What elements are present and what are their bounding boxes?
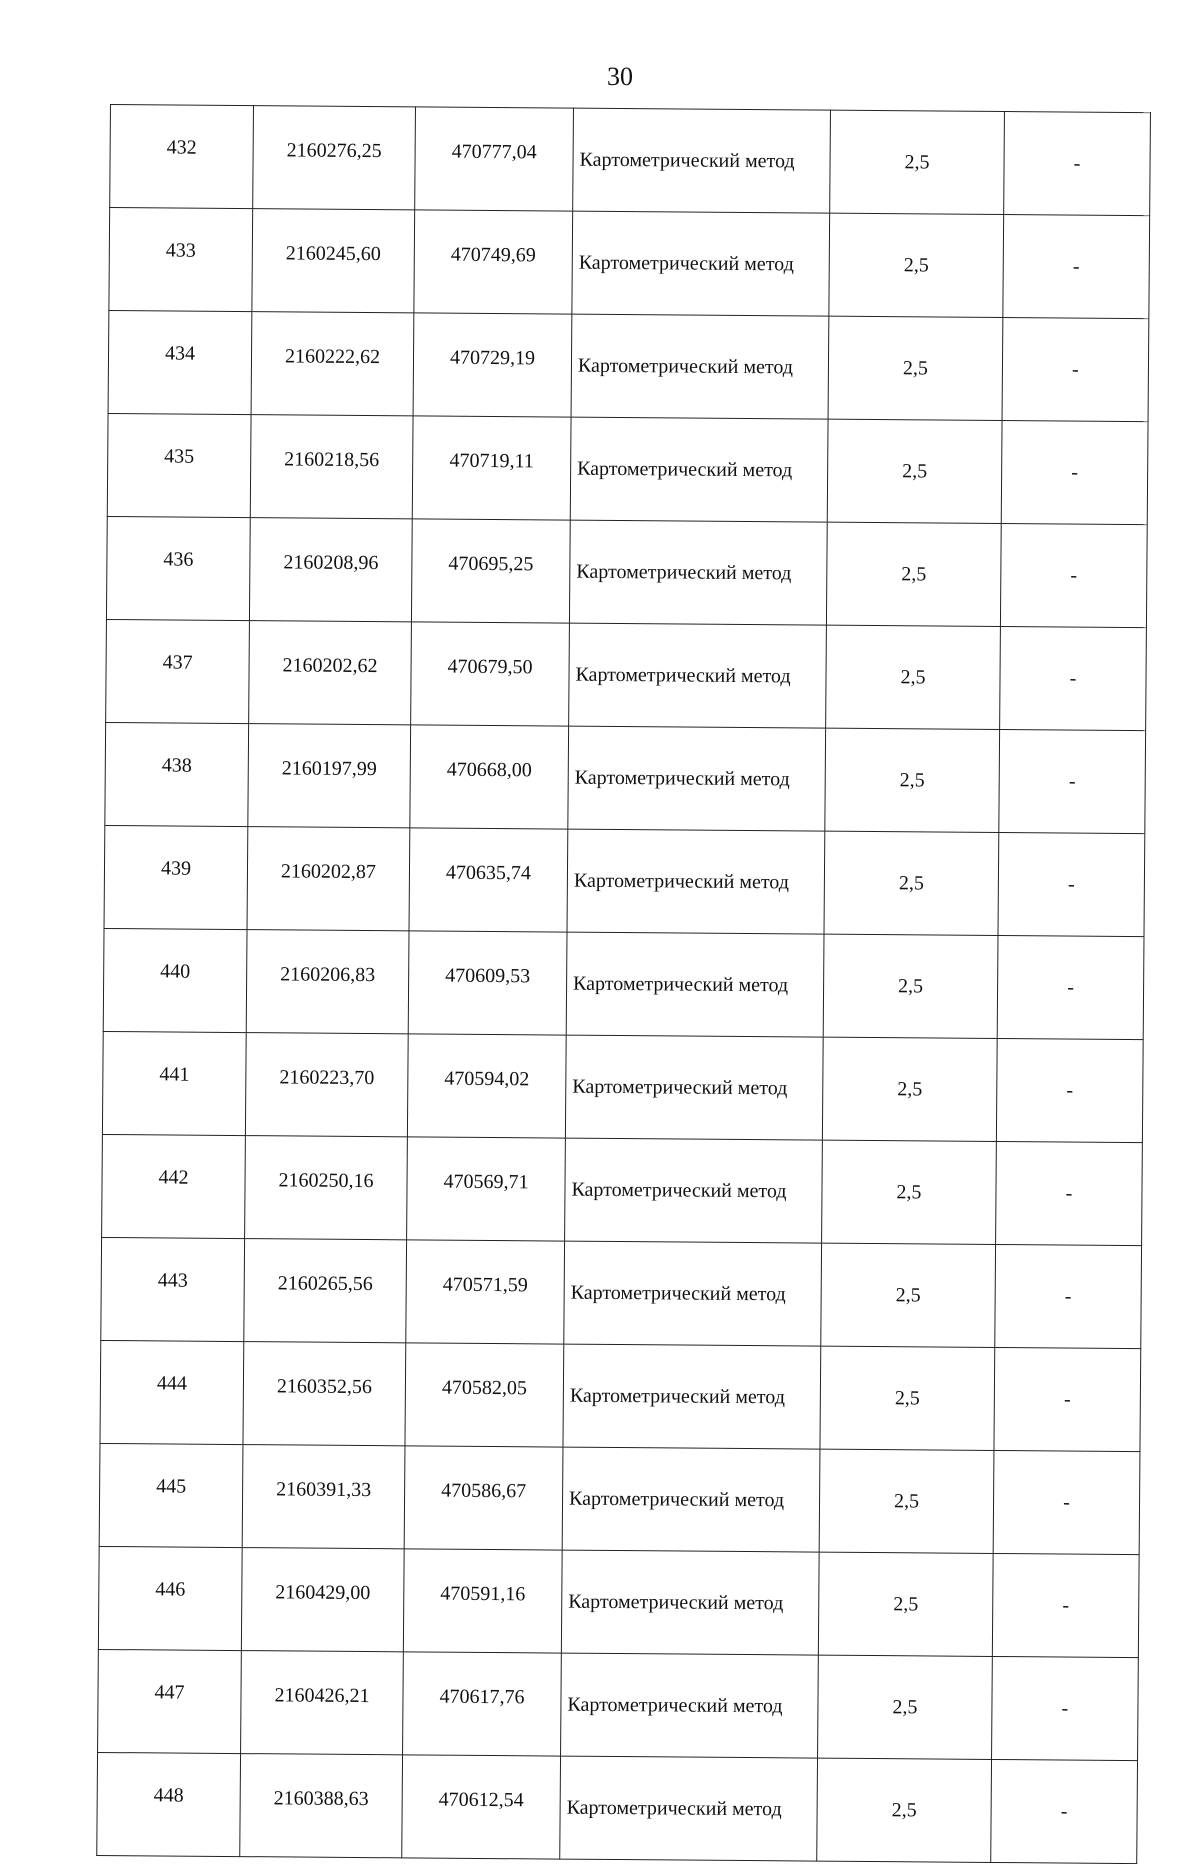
note-cell: - xyxy=(1004,112,1151,216)
accuracy-cell: 2,5 xyxy=(824,831,999,935)
table-row xyxy=(106,516,1147,627)
y-coordinate-cell: 470582,05 xyxy=(405,1343,564,1447)
x-coordinate-cell: 2160245,60 xyxy=(252,209,415,313)
y-coordinate-cell: 470777,04 xyxy=(415,107,574,211)
point-number-cell: 439 xyxy=(104,825,248,929)
point-number-cell: 447 xyxy=(98,1649,242,1753)
method-cell: Картометрический метод xyxy=(569,520,827,625)
x-coordinate-cell: 2160208,96 xyxy=(249,518,412,622)
point-number-cell: 435 xyxy=(107,413,251,517)
point-number-cell: 441 xyxy=(102,1031,246,1135)
y-coordinate-cell: 470635,74 xyxy=(409,828,568,932)
y-coordinate-cell: 470729,19 xyxy=(413,313,572,417)
y-coordinate-cell: 470612,54 xyxy=(402,1755,561,1859)
note-cell: - xyxy=(997,935,1144,1039)
y-coordinate-cell: 470586,67 xyxy=(404,1446,563,1550)
method-cell: Картометрический метод xyxy=(563,1344,821,1449)
accuracy-cell: 2,5 xyxy=(826,625,1001,729)
note-cell: - xyxy=(1003,215,1150,319)
accuracy-cell: 2,5 xyxy=(826,522,1001,626)
method-cell: Картометрический метод xyxy=(565,1035,823,1140)
point-number-cell: 432 xyxy=(110,105,254,209)
accuracy-cell: 2,5 xyxy=(829,213,1004,317)
table-row xyxy=(99,1443,1140,1554)
x-coordinate-cell: 2160429,00 xyxy=(241,1548,404,1652)
accuracy-cell: 2,5 xyxy=(817,1758,992,1862)
y-coordinate-cell: 470719,11 xyxy=(412,416,571,520)
note-cell: - xyxy=(992,1656,1139,1760)
point-number-cell: 440 xyxy=(103,928,247,1032)
method-cell: Картометрический метод xyxy=(566,932,824,1037)
y-coordinate-cell: 470569,71 xyxy=(407,1137,566,1241)
x-coordinate-cell: 2160218,56 xyxy=(250,415,413,519)
table-body xyxy=(97,105,1151,1864)
method-cell: Картометрический метод xyxy=(568,726,826,831)
method-cell: Картометрический метод xyxy=(565,1138,823,1243)
table-row xyxy=(106,619,1147,730)
accuracy-cell: 2,5 xyxy=(827,419,1002,523)
x-coordinate-cell: 2160276,25 xyxy=(253,106,416,210)
accuracy-cell: 2,5 xyxy=(818,1552,993,1656)
x-coordinate-cell: 2160391,33 xyxy=(242,1445,405,1549)
note-cell: - xyxy=(1001,421,1148,525)
method-cell: Картометрический метод xyxy=(567,829,825,934)
table-row xyxy=(97,1752,1138,1863)
y-coordinate-cell: 470571,59 xyxy=(406,1240,565,1344)
accuracy-cell: 2,5 xyxy=(828,316,1003,420)
table-row xyxy=(100,1340,1141,1451)
point-number-cell: 434 xyxy=(108,310,252,414)
point-number-cell: 438 xyxy=(105,722,249,826)
accuracy-cell: 2,5 xyxy=(819,1449,994,1553)
x-coordinate-cell: 2160388,63 xyxy=(240,1754,403,1858)
x-coordinate-cell: 2160206,83 xyxy=(246,930,409,1034)
method-cell: Картометрический метод xyxy=(560,1756,818,1861)
note-cell: - xyxy=(991,1759,1138,1863)
x-coordinate-cell: 2160352,56 xyxy=(243,1342,406,1446)
x-coordinate-cell: 2160197,99 xyxy=(248,724,411,828)
y-coordinate-cell: 470695,25 xyxy=(411,519,570,623)
method-cell: Картометрический метод xyxy=(562,1447,820,1552)
note-cell: - xyxy=(995,1244,1142,1348)
note-cell: - xyxy=(993,1450,1140,1554)
note-cell: - xyxy=(996,1038,1143,1142)
point-number-cell: 446 xyxy=(98,1546,242,1650)
note-cell: - xyxy=(998,833,1145,937)
method-cell: Картометрический метод xyxy=(573,108,831,213)
accuracy-cell: 2,5 xyxy=(822,1037,997,1141)
method-cell: Картометрический метод xyxy=(564,1241,822,1346)
accuracy-cell: 2,5 xyxy=(830,110,1005,214)
x-coordinate-cell: 2160223,70 xyxy=(245,1033,408,1137)
note-cell: - xyxy=(1000,524,1147,628)
coordinates-table xyxy=(96,104,1151,1864)
x-coordinate-cell: 2160202,62 xyxy=(249,621,412,725)
x-coordinate-cell: 2160222,62 xyxy=(251,312,414,416)
x-coordinate-cell: 2160202,87 xyxy=(247,827,410,931)
point-number-cell: 436 xyxy=(106,516,250,620)
table-row xyxy=(105,722,1146,833)
y-coordinate-cell: 470594,02 xyxy=(407,1034,566,1138)
y-coordinate-cell: 470749,69 xyxy=(414,210,573,314)
accuracy-cell: 2,5 xyxy=(818,1655,993,1759)
y-coordinate-cell: 470591,16 xyxy=(403,1549,562,1653)
note-cell: - xyxy=(1000,627,1147,731)
table-row xyxy=(102,1031,1143,1142)
point-number-cell: 444 xyxy=(100,1340,244,1444)
method-cell: Картометрический метод xyxy=(561,1653,819,1758)
note-cell: - xyxy=(994,1347,1141,1451)
page-number: 30 xyxy=(607,62,633,91)
table-row xyxy=(107,413,1148,524)
x-coordinate-cell: 2160250,16 xyxy=(245,1136,408,1240)
point-number-cell: 433 xyxy=(109,208,253,312)
accuracy-cell: 2,5 xyxy=(820,1346,995,1450)
table-row xyxy=(109,208,1150,319)
table-row xyxy=(104,825,1145,936)
note-cell: - xyxy=(996,1141,1143,1245)
accuracy-cell: 2,5 xyxy=(822,1140,997,1244)
table-row xyxy=(98,1649,1139,1760)
accuracy-cell: 2,5 xyxy=(823,934,998,1038)
x-coordinate-cell: 2160426,21 xyxy=(241,1651,404,1755)
note-cell: - xyxy=(999,730,1146,834)
table-row xyxy=(98,1546,1139,1657)
table-row xyxy=(102,1134,1143,1245)
y-coordinate-cell: 470668,00 xyxy=(410,725,569,829)
note-cell: - xyxy=(992,1553,1139,1657)
accuracy-cell: 2,5 xyxy=(825,728,1000,832)
method-cell: Картометрический метод xyxy=(561,1550,819,1655)
method-cell: Картометрический метод xyxy=(571,314,829,419)
accuracy-cell: 2,5 xyxy=(821,1243,996,1347)
point-number-cell: 448 xyxy=(97,1752,241,1856)
point-number-cell: 445 xyxy=(99,1443,243,1547)
point-number-cell: 442 xyxy=(102,1134,246,1238)
table-row xyxy=(103,928,1144,1039)
y-coordinate-cell: 470679,50 xyxy=(411,622,570,726)
x-coordinate-cell: 2160265,56 xyxy=(244,1239,407,1343)
point-number-cell: 437 xyxy=(106,619,250,723)
y-coordinate-cell: 470617,76 xyxy=(403,1652,562,1756)
table-row xyxy=(101,1237,1142,1348)
table-row xyxy=(108,310,1149,421)
method-cell: Картометрический метод xyxy=(569,623,827,728)
method-cell: Картометрический метод xyxy=(570,417,828,522)
point-number-cell: 443 xyxy=(101,1237,245,1341)
y-coordinate-cell: 470609,53 xyxy=(408,931,567,1035)
table-row xyxy=(110,105,1151,216)
note-cell: - xyxy=(1002,318,1149,422)
method-cell: Картометрический метод xyxy=(572,211,830,316)
